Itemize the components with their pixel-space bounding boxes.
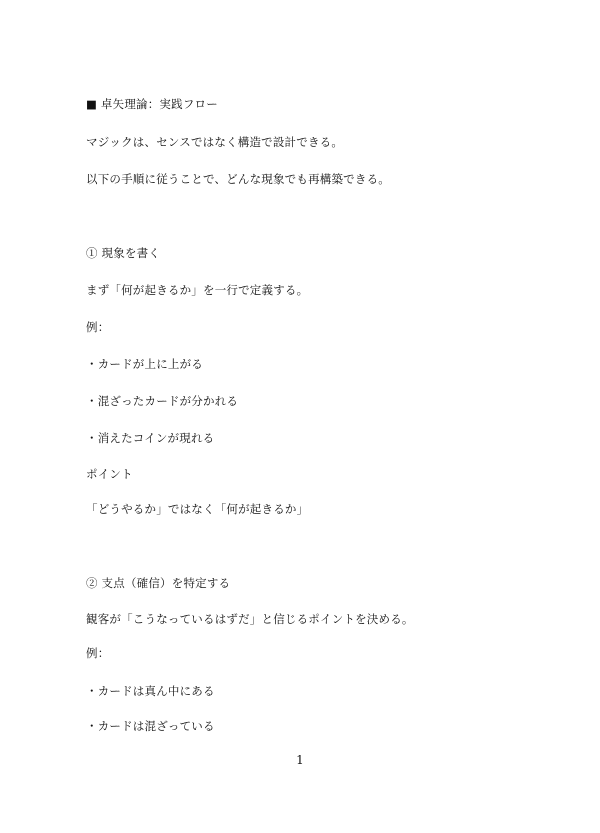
section1-body: まず「何が起きるか」を一行で定義する。 <box>86 283 309 297</box>
section2-example-2: ・カードは混ざっている <box>86 719 215 733</box>
section2-heading: ② 支点（確信）を特定する <box>86 576 231 590</box>
document-title: ■ 卓矢理論：実践フロー <box>86 97 218 111</box>
section1-example-2: ・混ざったカードが分かれる <box>86 394 239 408</box>
section1-example-1: ・カードが上に上がる <box>86 357 203 371</box>
page-number: 1 <box>296 753 304 767</box>
section2-example-1: ・カードは真ん中にある <box>86 684 215 698</box>
section1-example-3: ・消えたコインが現れる <box>86 431 215 445</box>
intro-line-1: マジックは、センスではなく構造で設計できる。 <box>86 135 344 149</box>
section2-example-label: 例： <box>86 646 110 660</box>
intro-line-2: 以下の手順に従うことで、どんな現象でも再構築できる。 <box>86 172 390 186</box>
section1-heading: ① 現象を書く <box>86 246 161 260</box>
section1-point-text: 「どうやるか」ではなく「何が起きるか」 <box>86 502 309 516</box>
section1-point-label: ポイント <box>86 467 133 481</box>
section1-example-label: 例： <box>86 320 110 334</box>
section2-body: 観客が「こうなっているはずだ」と信じるポイントを決める。 <box>86 612 414 626</box>
